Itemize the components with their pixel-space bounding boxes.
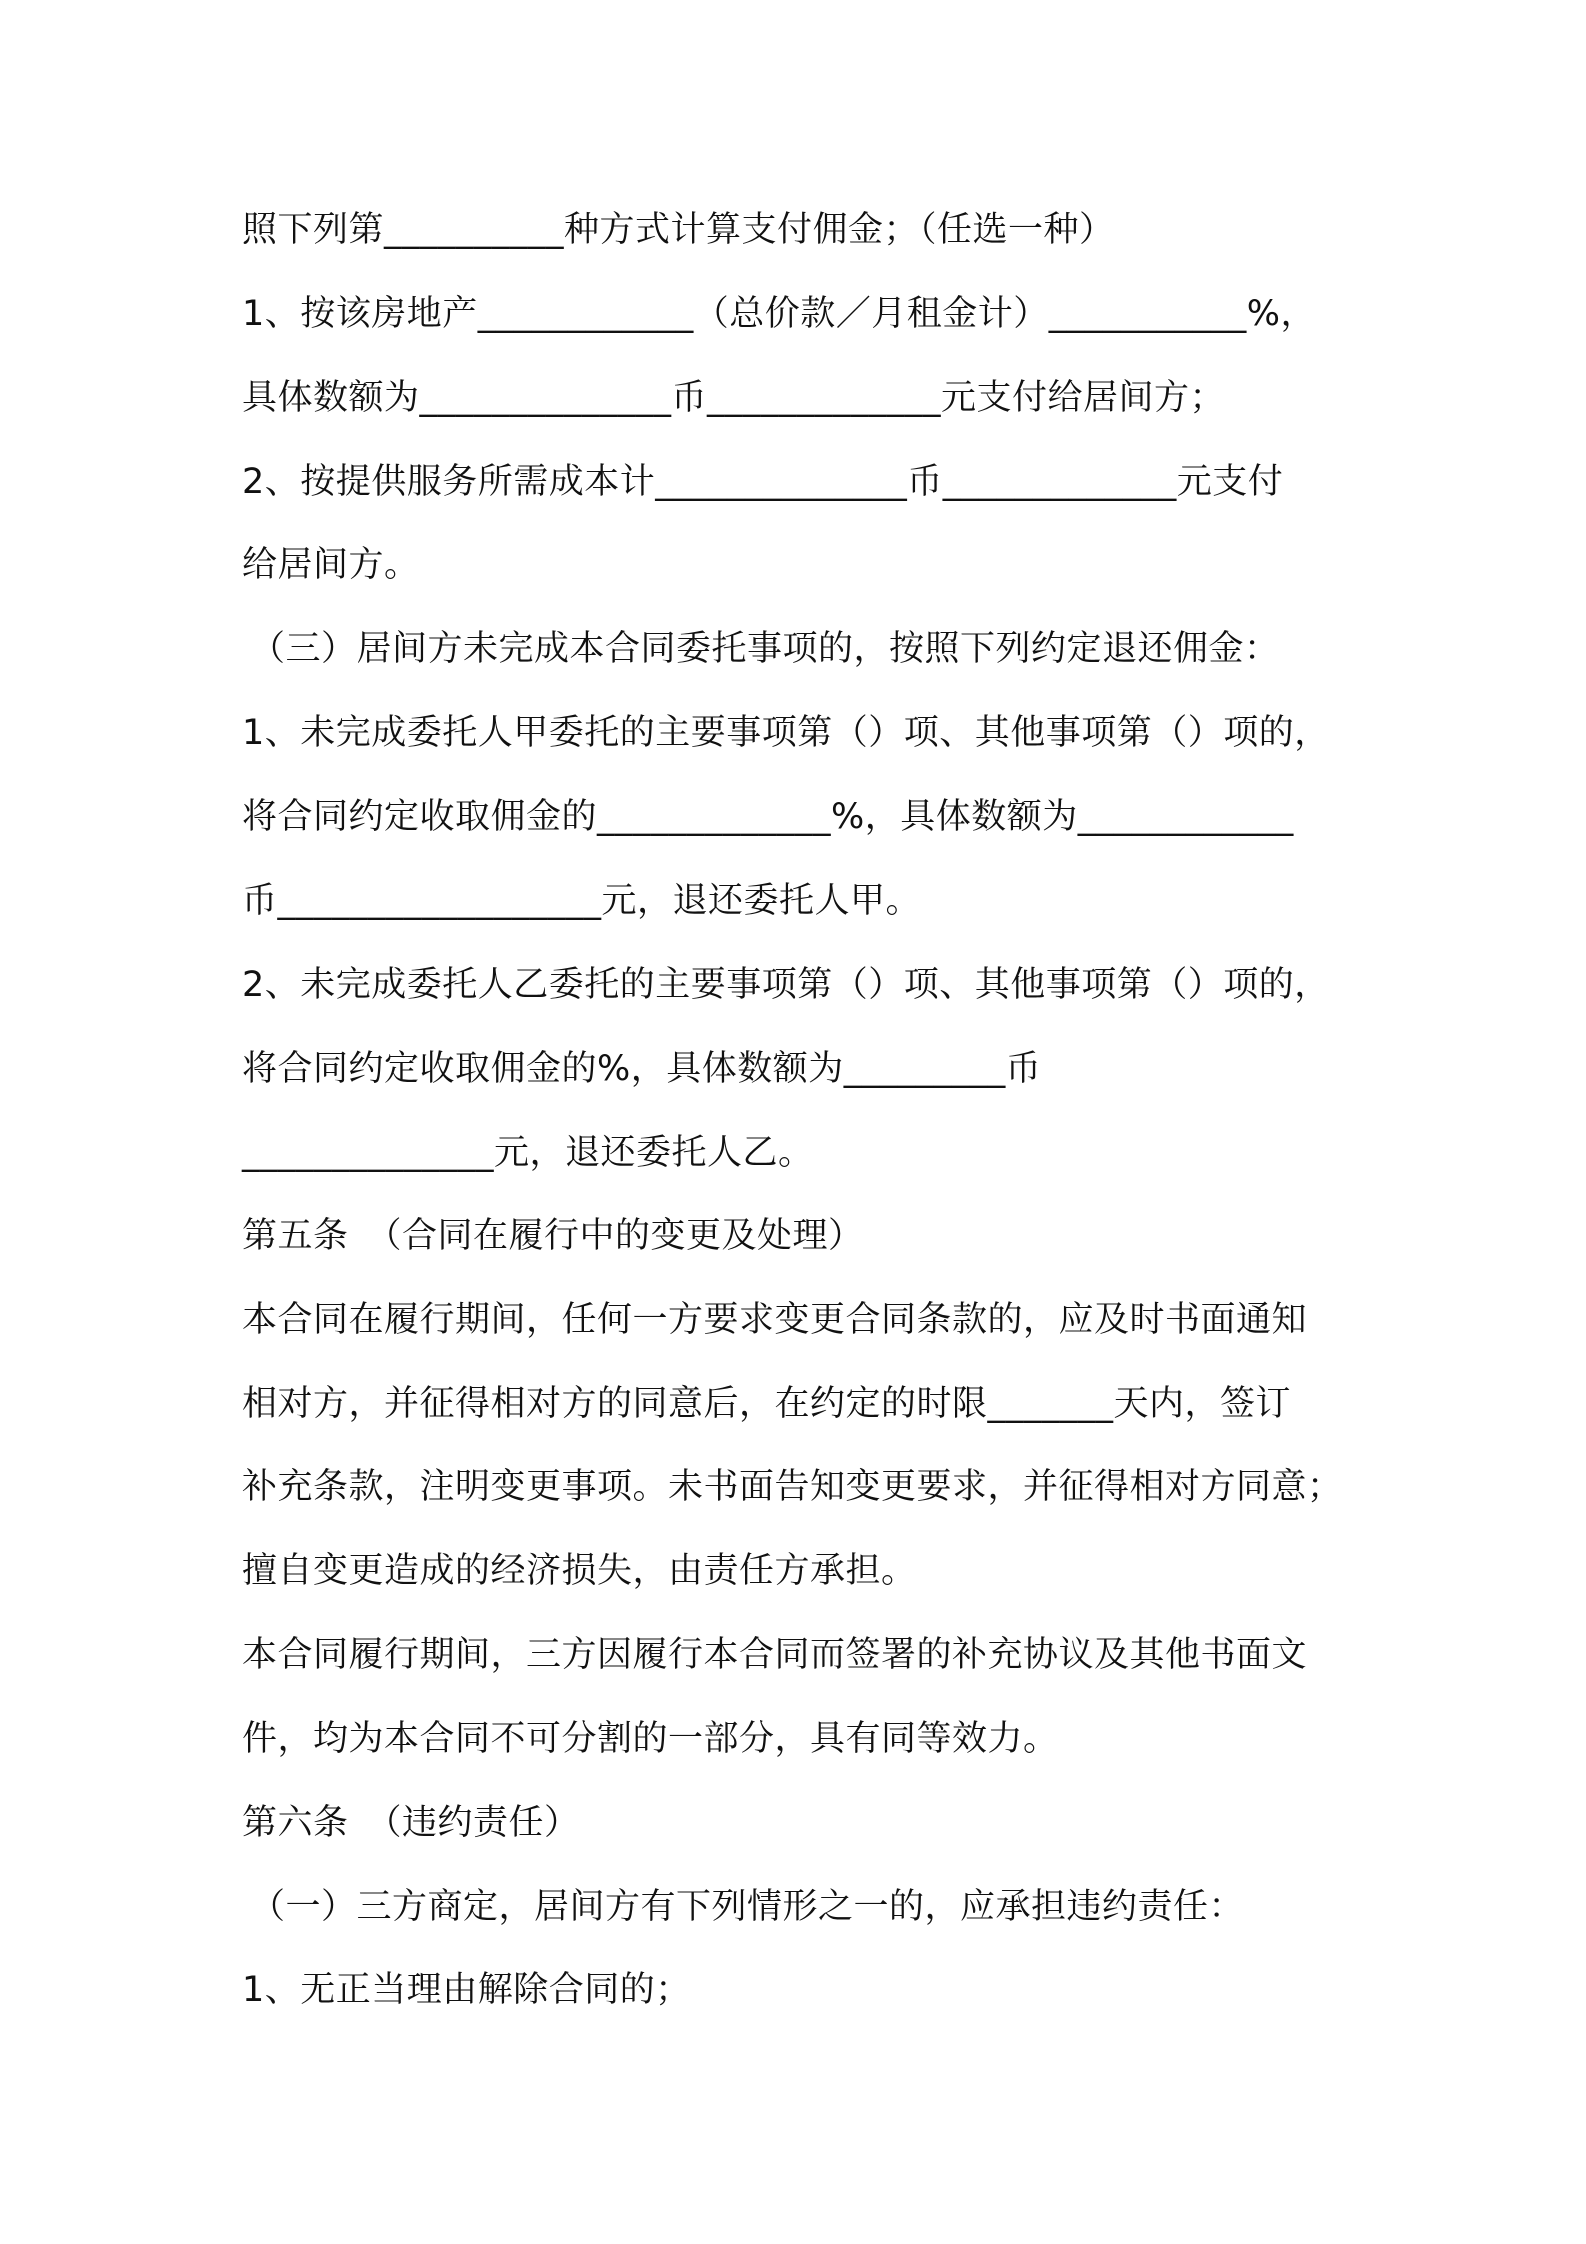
text-line: 币__________________元，退还委托人甲。 [242, 881, 922, 921]
text-line: ______________元，退还委托人乙。 [242, 1133, 814, 1173]
text-line: 补充条款，注明变更事项。未书面告知变更要求，并征得相对方同意； [242, 1467, 1343, 1507]
text-line: 1、未完成委托人甲委托的主要事项第（）项、其他事项第（）项的， [242, 713, 1330, 753]
section-heading: （一）三方商定，居间方有下列情形之一的，应承担违约责任： [250, 1887, 1245, 1927]
text-line: 具体数额为______________币_____________元支付给居间方； [242, 378, 1226, 418]
text-line: 相对方，并征得相对方的同意后，在约定的时限_______天内，签订 [242, 1384, 1292, 1424]
text-line: 擅自变更造成的经济损失，由责任方承担。 [242, 1551, 917, 1591]
text-line: 1、无正当理由解除合同的； [242, 1970, 691, 2010]
text-line: 照下列第__________种方式计算支付佣金；（任选一种） [242, 210, 1115, 250]
article-heading: 第五条 （合同在履行中的变更及处理） [242, 1216, 864, 1256]
text-line: 本合同履行期间，三方因履行本合同而签署的补充协议及其他书面文 [242, 1635, 1308, 1675]
text-line: 2、未完成委托人乙委托的主要事项第（）项、其他事项第（）项的， [242, 965, 1330, 1005]
section-heading: （三）居间方未完成本合同委托事项的，按照下列约定退还佣金： [250, 629, 1280, 669]
text-line: 本合同在履行期间，任何一方要求变更合同条款的，应及时书面通知 [242, 1300, 1308, 1340]
text-line: 给居间方。 [242, 545, 420, 585]
text-line: 1、按该房地产____________（总价款／月租金计）___________%， [242, 294, 1317, 334]
text-line: 2、按提供服务所需成本计______________币_____________元支付 [242, 462, 1284, 502]
article-heading: 第六条 （违约责任） [242, 1803, 580, 1843]
text-line: 将合同约定收取佣金的_____________%，具体数额为____________ [242, 797, 1294, 837]
text-line: 将合同约定收取佣金的%，具体数额为_________币 [242, 1049, 1042, 1089]
text-line: 件，均为本合同不可分割的一部分，具有同等效力。 [242, 1719, 1059, 1759]
